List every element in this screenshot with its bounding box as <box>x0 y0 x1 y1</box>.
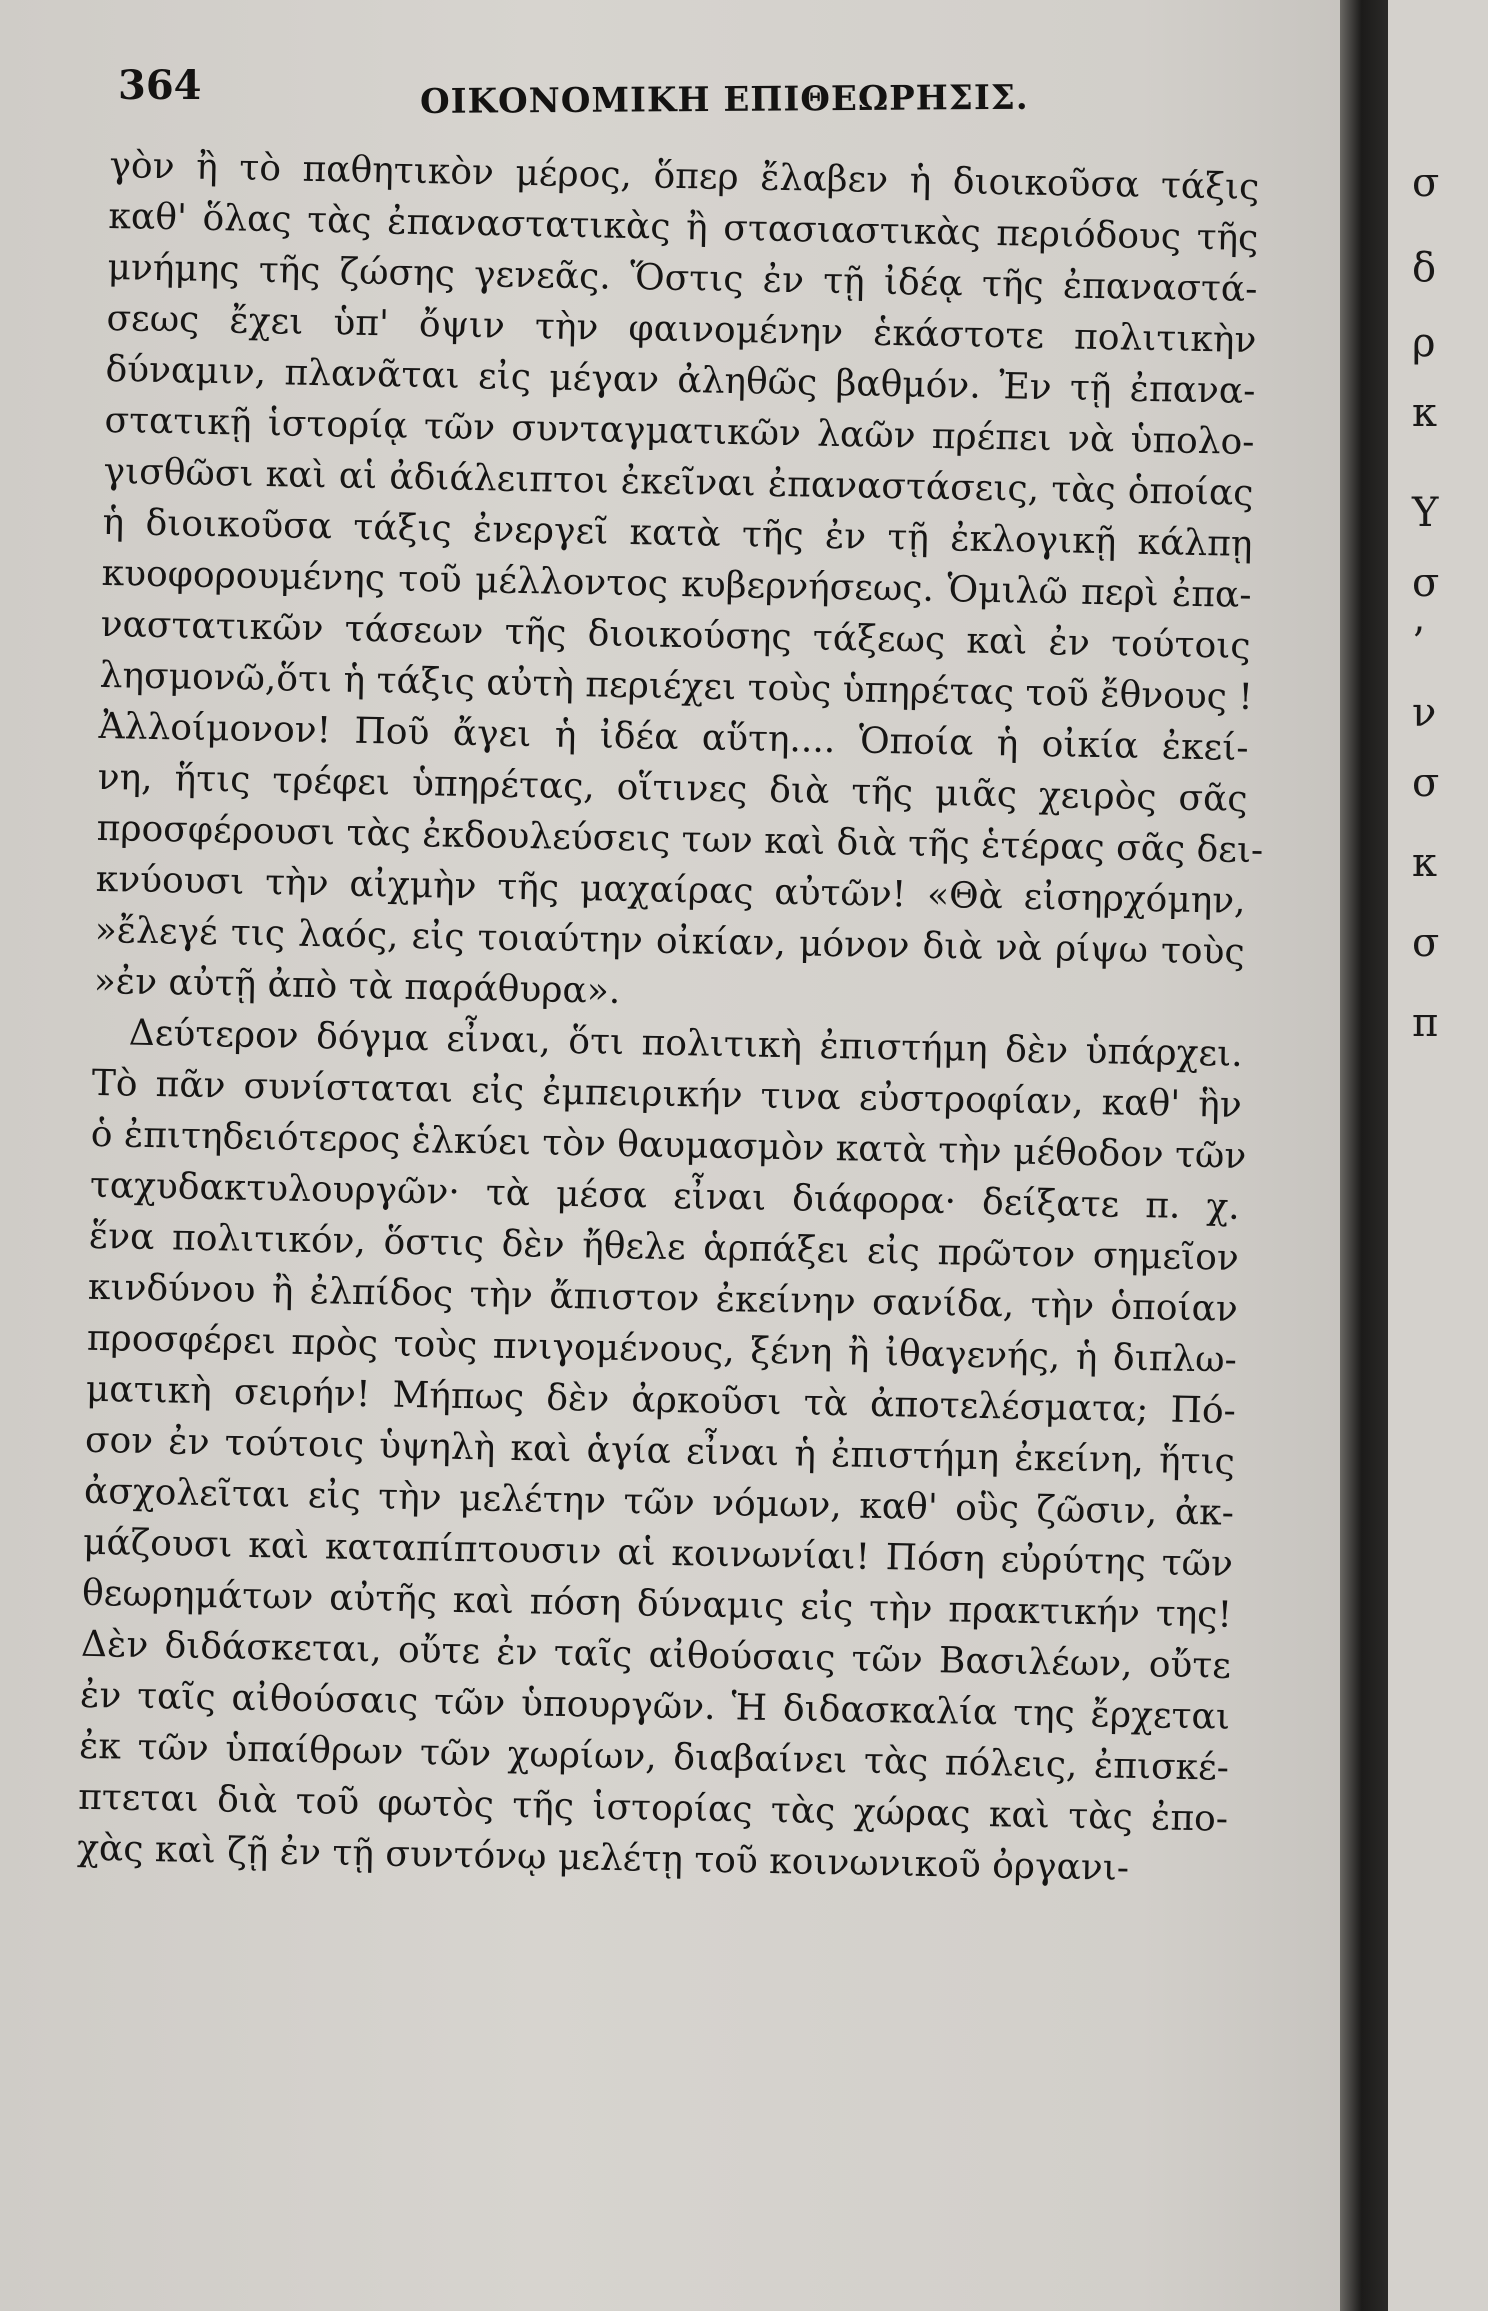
text-line: πτεται διὰ τοῦ φωτὸς τῆς ἱστορίας τὰς χώρας καὶ τὰς ἐπο- <box>77 1776 1229 1840</box>
text-line: »ἔλεγέ τις λαός, εἰς τοιαύτην οἰκίαν, μόνον διὰ νὰ ρίψω τοὺς <box>94 909 1246 973</box>
facing-page-edge <box>1388 0 1488 2311</box>
facing-page-fragment: δ <box>1412 245 1437 291</box>
running-title: ΟΙΚΟΝΟΜΙΚΗ ΕΠΙΘΕΩΡΗΣΙΣ. <box>419 77 1029 122</box>
text-line: μάζουσι καὶ καταπίπτουσιν αἱ κοινωνίαι! Πόση εὐρύτης τῶν <box>82 1521 1234 1585</box>
text-line: γισθῶσι καὶ αἱ ἀδιάλειπτοι ἐκεῖναι ἐπαναστάσεις, τὰς ὁποίας <box>103 450 1254 515</box>
body-text <box>76 140 1264 1896</box>
facing-page-fragment: ν <box>1412 690 1437 736</box>
text-line: ἕνα πολιτικόν, ὅστις δὲν ἤθελε ἁρπάξει εἰς πρῶτον σημεῖον <box>88 1215 1240 1279</box>
text-line: Δεύτερον δόγμα εἶναι, ὅτι πολιτικὴ ἐπιστήμη δὲν ὑπάρχει. <box>128 1012 1244 1075</box>
text-line: χὰς καὶ ζῇ ἐν τῇ συντόνῳ μελέτῃ τοῦ κοινωνικοῦ ὀργανι- <box>76 1827 1130 1889</box>
text-line: δύναμιν, πλανᾶται εἰς μέγαν ἀληθῶς βαθμόν. Ἐν τῇ ἐπανα- <box>105 348 1256 413</box>
facing-page-fragment: ρ <box>1412 320 1436 366</box>
text-line: νη, ἥτις τρέφει ὑπηρέτας, οἵτινες διὰ τῆς μιᾶς χειρὸς σᾶς <box>97 756 1248 820</box>
facing-page-fragment: π <box>1412 1000 1439 1046</box>
page-header <box>0 62 1340 122</box>
text-line: »ἐν αὐτῇ ἀπὸ τὰ παράθυρα». <box>93 960 621 1012</box>
text-line: στατικῇ ἱστορίᾳ τῶν συνταγματικῶν λαῶν πρέπει νὰ ὑπολο- <box>104 399 1255 464</box>
facing-page-fragment: σ <box>1412 560 1440 606</box>
text-line: Ἀλλοίμονον! Ποῦ ἄγει ἡ ἰδέα αὕτη.... Ὁποία ἡ οἰκία ἐκεί- <box>98 705 1249 769</box>
text-line: μνήμης τῆς ζώσης γενεᾶς. Ὅστις ἐν τῇ ἰδέᾳ τῆς ἐπαναστά- <box>107 246 1258 311</box>
text-line: ἡ διοικοῦσα τάξις ἐνεργεῖ κατὰ τῆς ἐν τῇ ἐκλογικῇ κάλπῃ <box>102 501 1253 566</box>
text-line: Τὸ πᾶν συνίσταται εἰς ἐμπειρικήν τινα εὐστροφίαν, καθ' ἣν <box>91 1062 1243 1126</box>
text-line: κυοφορουμένης τοῦ μέλλοντος κυβερνήσεως. Ὁμιλῶ περὶ ἐπα- <box>101 552 1252 616</box>
text-line: ναστατικῶν τάσεων τῆς διοικούσης τάξεως καὶ ἐν τούτοις <box>100 603 1251 667</box>
text-line: κνύουσι τὴν αἰχμὴν τῆς μαχαίρας αὐτῶν! «Θὰ εἰσηρχόμην, <box>95 858 1246 922</box>
facing-page-fragment: σ <box>1412 760 1440 806</box>
text-line: Δὲν διδάσκεται, οὔτε ἐν ταῖς αἰθούσαις τῶν Βασιλέων, οὔτε <box>80 1623 1232 1687</box>
facing-page-fragment: κ <box>1412 390 1437 436</box>
text-line: καθ' ὅλας τὰς ἐπαναστατικὰς ἢ στασιαστικὰς περιόδους τῆς <box>108 195 1259 260</box>
book-gutter <box>1340 0 1388 2311</box>
text-line: προσφέρει πρὸς τοὺς πνιγομένους, ξένη ἢ ἰθαγενής, ἡ διπλω- <box>86 1317 1238 1381</box>
text-line: ὁ ἐπιτηδειότερος ἑλκύει τὸν θαυμασμὸν κατὰ τὴν μέθοδον τῶν <box>90 1113 1247 1177</box>
text-line: κινδύνου ἢ ἐλπίδος τὴν ἄπιστον ἐκείνην σανίδα, τὴν ὁποίαν <box>87 1266 1239 1330</box>
facing-page-fragment: σ <box>1412 920 1440 966</box>
text-line: θεωρημάτων αὐτῆς καὶ πόση δύναμις εἰς τὴν πρακτικήν της! <box>81 1572 1233 1636</box>
text-line: ματικὴ σειρήν! Μήπως δὲν ἀρκοῦσι τὰ ἀποτελέσματα; Πό- <box>85 1368 1237 1432</box>
text-line: ἐν ταῖς αἰθούσαις τῶν ὑπουργῶν. Ἡ διδασκαλία της ἔρχεται <box>79 1674 1231 1738</box>
facing-page-fragment: ’ <box>1412 620 1425 666</box>
text-line: ἀσχολεῖται εἰς τὴν μελέτην τῶν νόμων, καθ' οὓς ζῶσιν, ἀκ- <box>83 1470 1235 1534</box>
text-line: ἐκ τῶν ὑπαίθρων τῶν χωρίων, διαβαίνει τὰς πόλεις, ἐπισκέ- <box>78 1725 1230 1789</box>
facing-page-fragment: κ <box>1412 840 1437 886</box>
text-line: προσφέρουσι τὰς ἐκδουλεύσεις των καὶ διὰ τῆς ἑτέρας σᾶς δει- <box>96 807 1264 872</box>
text-line: σον ἐν τούτοις ὑψηλὴ καὶ ἁγία εἶναι ἡ ἐπιστήμη ἐκείνη, ἥτις <box>84 1419 1236 1483</box>
text-line: σεως ἔχει ὑπ' ὄψιν τὴν φαινομένην ἑκάστοτε πολιτικὴν <box>106 297 1257 362</box>
text-line: λησμονῶ,ὅτι ἡ τάξις αὐτὴ περιέχει τοὺς ὑπηρέτας τοῦ ἔθνους ! <box>99 654 1254 719</box>
text-line: γὸν ἢ τὸ παθητικὸν μέρος, ὅπερ ἔλαβεν ἡ διοικοῦσα τάξις <box>109 144 1260 209</box>
text-line: ταχυδακτυλουργῶν· τὰ μέσα εἶναι διάφορα· δείξατε π. χ. <box>89 1164 1241 1228</box>
facing-page-fragment: Υ <box>1412 490 1439 536</box>
page-number: 364 <box>118 62 202 109</box>
facing-page-fragment: σ <box>1412 160 1440 206</box>
